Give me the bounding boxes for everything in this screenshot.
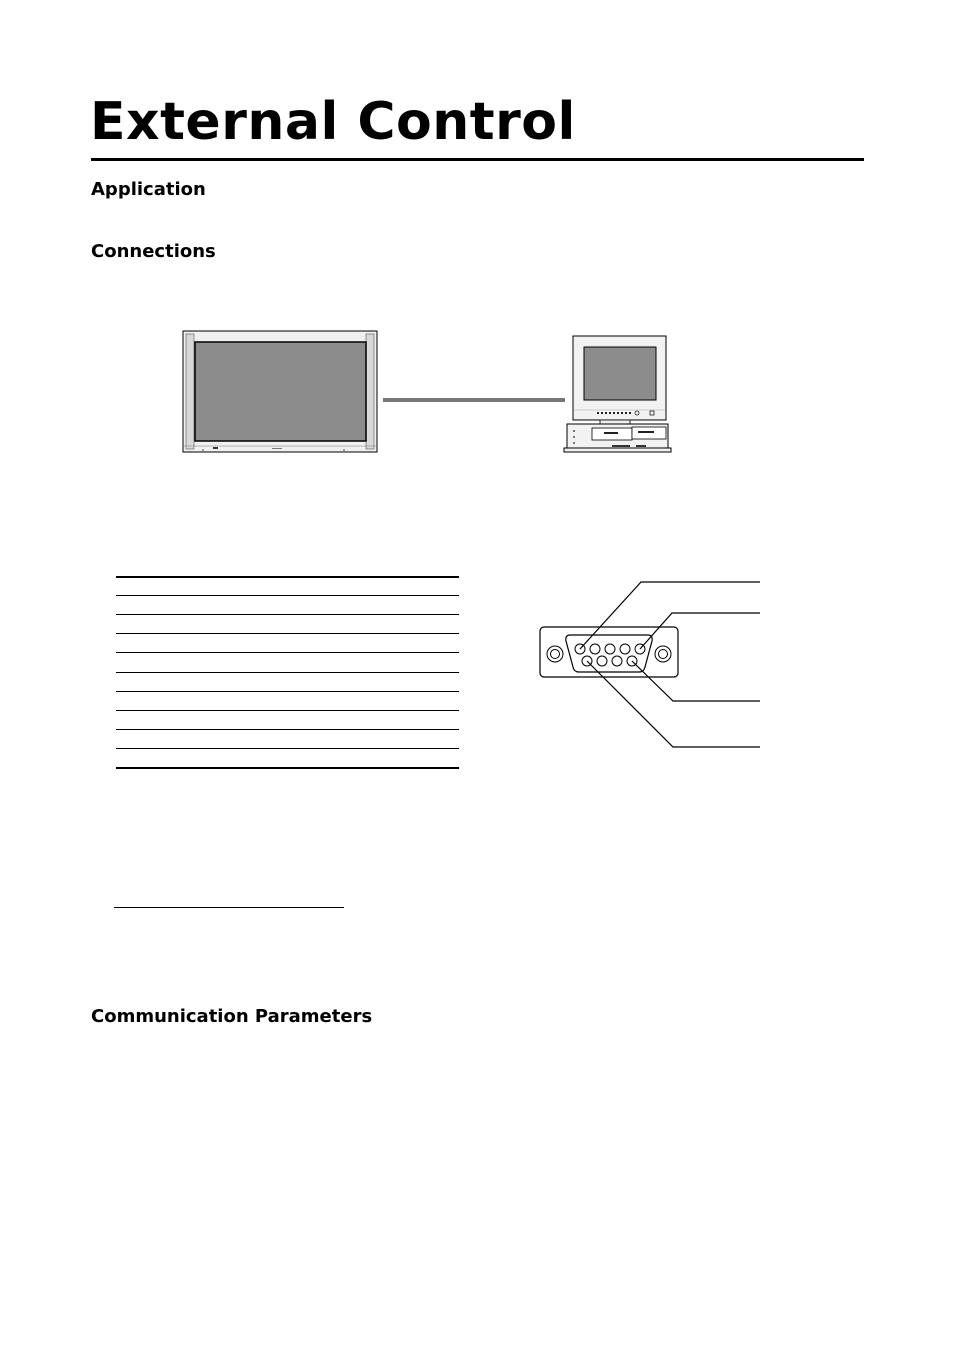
section-heading-communication-parameters: Communication Parameters [91,1006,373,1027]
table-rule-bottom [116,767,459,769]
footnote-divider [114,907,344,908]
d-sub-connector-diagram [0,560,954,760]
connection-diagram [0,0,954,480]
section-heading-connections: Connections [91,241,216,262]
plasma-display-illustration [183,331,377,452]
computer-illustration [564,336,671,452]
section-heading-application: Application [91,179,206,200]
page-title: External Control [90,92,576,152]
serial-cable [383,398,565,402]
